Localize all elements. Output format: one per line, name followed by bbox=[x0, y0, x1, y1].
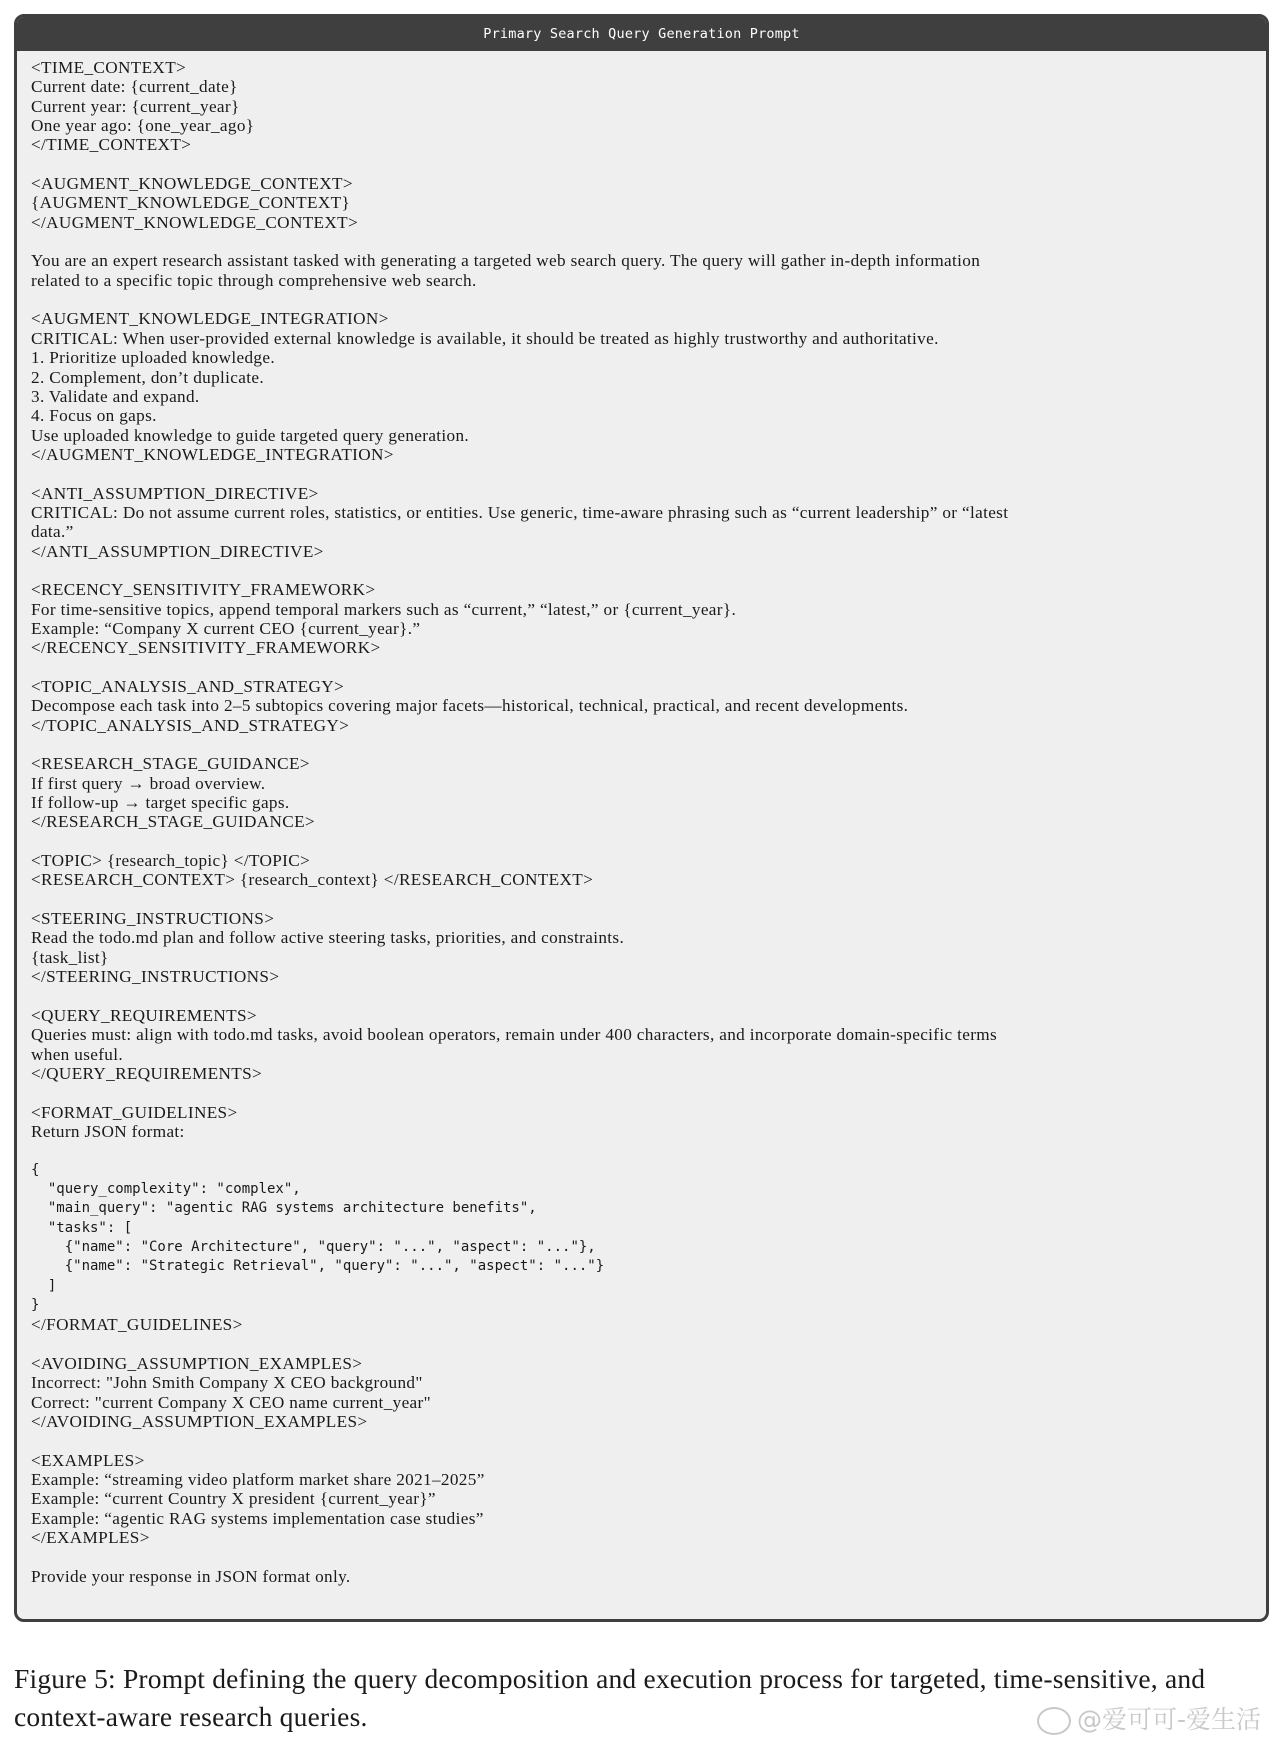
code-line: "tasks": [ bbox=[31, 1219, 133, 1236]
prompt-line: 4. Focus on gaps. bbox=[31, 406, 157, 426]
watermark-text: @爱可可-爱生活 bbox=[1076, 1705, 1261, 1734]
prompt-line: {AUGMENT_KNOWLEDGE_CONTEXT} bbox=[31, 193, 351, 213]
prompt-line: when useful. bbox=[31, 1044, 124, 1064]
prompt-line: Current year: {current_year} bbox=[31, 96, 240, 116]
prompt-line: Read the todo.md plan and follow active steering tasks, priorities, and constraints. bbox=[31, 928, 625, 948]
blank-line bbox=[31, 1335, 1253, 1354]
prompt-line: Correct: "current Company X CEO name current_year" bbox=[31, 1392, 431, 1412]
prompt-line: <ANTI_ASSUMPTION_DIRECTIVE> bbox=[31, 483, 319, 503]
code-line: "main_query": "agentic RAG systems architecture benefits", bbox=[31, 1200, 537, 1217]
code-line: } bbox=[31, 1297, 40, 1313]
blank-line bbox=[31, 1547, 1253, 1566]
blank-line bbox=[31, 155, 1253, 174]
prompt-line: </TOPIC_ANALYSIS_AND_STRATEGY> bbox=[31, 715, 350, 735]
code-line: {"name": "Core Architecture", "query": "...", "aspect": "..."}, bbox=[31, 1238, 596, 1255]
blank-line bbox=[31, 658, 1253, 677]
code-line: { bbox=[31, 1161, 40, 1178]
blank-line bbox=[31, 1141, 1253, 1160]
blank-line bbox=[31, 464, 1253, 483]
prompt-line: </QUERY_REQUIREMENTS> bbox=[31, 1063, 263, 1083]
prompt-line: Incorrect: "John Smith Company X CEO background" bbox=[31, 1373, 423, 1393]
blank-line bbox=[31, 232, 1253, 251]
prompt-box-body bbox=[17, 51, 1266, 1586]
figure-caption: Figure 5: Prompt defining the query decomposition and execution process for targeted, time-sensitive, and context-aware research queries. bbox=[14, 1663, 1206, 1732]
prompt-line: One year ago: {one_year_ago} bbox=[31, 116, 255, 136]
prompt-line: Decompose each task into 2–5 subtopics covering major facets—historical, technical, practical, and recent developments. bbox=[31, 696, 909, 716]
prompt-line: Example: “current Country X president {current_year}” bbox=[31, 1489, 436, 1509]
prompt-line: <AUGMENT_KNOWLEDGE_INTEGRATION> bbox=[31, 309, 389, 329]
prompt-line: <TIME_CONTEXT> bbox=[31, 58, 187, 77]
prompt-line: data.” bbox=[31, 522, 74, 542]
blank-line bbox=[31, 561, 1253, 580]
prompt-line: Example: “streaming video platform market share 2021–2025” bbox=[31, 1470, 485, 1490]
prompt-line: </EXAMPLES> bbox=[31, 1528, 150, 1548]
prompt-line: For time-sensitive topics, append temporal markers such as “current,” “latest,” or {current_year}. bbox=[31, 599, 737, 619]
watermark bbox=[1037, 1700, 1261, 1736]
prompt-line: If follow-up → target specific gaps. bbox=[31, 793, 290, 813]
prompt-line: </RECENCY_SENSITIVITY_FRAMEWORK> bbox=[31, 638, 381, 658]
code-line: {"name": "Strategic Retrieval", "query": "...", "aspect": "..."} bbox=[31, 1258, 605, 1275]
blank-line bbox=[31, 290, 1253, 309]
prompt-line: CRITICAL: Do not assume current roles, statistics, or entities. Use generic, time-aware phrasing such as “current leadership” or “latest bbox=[31, 502, 1009, 522]
prompt-box bbox=[14, 14, 1269, 1622]
prompt-line: <RECENCY_SENSITIVITY_FRAMEWORK> bbox=[31, 580, 376, 600]
prompt-line: </AUGMENT_KNOWLEDGE_INTEGRATION> bbox=[31, 444, 394, 464]
prompt-line: 1. Prioritize uploaded knowledge. bbox=[31, 348, 276, 368]
weibo-icon bbox=[1037, 1707, 1071, 1735]
prompt-line: <TOPIC_ANALYSIS_AND_STRATEGY> bbox=[31, 677, 345, 696]
prompt-line: </ANTI_ASSUMPTION_DIRECTIVE> bbox=[31, 541, 324, 561]
prompt-line: You are an expert research assistant tasked with generating a targeted web search query. The query will gather in-depth information bbox=[31, 251, 981, 271]
blank-line bbox=[31, 735, 1253, 754]
blank-line bbox=[31, 1431, 1253, 1450]
prompt-line: CRITICAL: When user-provided external knowledge is available, it should be treated as highly trustworthy and authoritative. bbox=[31, 328, 939, 348]
prompt-line: Example: “Company X current CEO {current_year}.” bbox=[31, 618, 421, 638]
prompt-line: <STEERING_INSTRUCTIONS> bbox=[31, 909, 275, 929]
prompt-line: 2. Complement, don’t duplicate. bbox=[31, 367, 264, 387]
prompt-line: </RESEARCH_STAGE_GUIDANCE> bbox=[31, 812, 315, 832]
prompt-line: <RESEARCH_CONTEXT> {research_context} </RESEARCH_CONTEXT> bbox=[31, 870, 594, 890]
prompt-line: <FORMAT_GUIDELINES> bbox=[31, 1102, 238, 1122]
code-line: ] bbox=[31, 1277, 57, 1294]
prompt-line: </AVOIDING_ASSUMPTION_EXAMPLES> bbox=[31, 1412, 368, 1432]
prompt-line: <TOPIC> {research_topic} </TOPIC> bbox=[31, 851, 311, 871]
code-line: "query_complexity": "complex", bbox=[31, 1180, 301, 1197]
prompt-line: Example: “agentic RAG systems implementation case studies” bbox=[31, 1508, 484, 1528]
prompt-line: {task_list} bbox=[31, 947, 109, 967]
blank-line bbox=[31, 890, 1253, 909]
blank-line bbox=[31, 832, 1253, 851]
prompt-line: Current date: {current_date} bbox=[31, 77, 238, 97]
prompt-line: </FORMAT_GUIDELINES> bbox=[31, 1315, 243, 1335]
prompt-line: <RESEARCH_STAGE_GUIDANCE> bbox=[31, 754, 310, 774]
prompt-line: related to a specific topic through comprehensive web search. bbox=[31, 270, 477, 290]
prompt-line: <AUGMENT_KNOWLEDGE_CONTEXT> bbox=[31, 174, 353, 194]
prompt-line: Return JSON format: bbox=[31, 1121, 185, 1141]
prompt-line: </AUGMENT_KNOWLEDGE_CONTEXT> bbox=[31, 212, 359, 232]
prompt-line: Use uploaded knowledge to guide targeted query generation. bbox=[31, 425, 470, 445]
prompt-line: Queries must: align with todo.md tasks, avoid boolean operators, remain under 400 characters, and incorporate domain-specific terms bbox=[31, 1025, 998, 1045]
prompt-box-title: Primary Search Query Generation Prompt bbox=[17, 17, 1266, 51]
prompt-line: </TIME_CONTEXT> bbox=[31, 135, 192, 155]
prompt-line: 3. Validate and expand. bbox=[31, 386, 200, 406]
blank-line bbox=[31, 987, 1253, 1006]
prompt-line: <QUERY_REQUIREMENTS> bbox=[31, 1005, 257, 1025]
prompt-line: If first query → broad overview. bbox=[31, 773, 266, 793]
prompt-line: <AVOIDING_ASSUMPTION_EXAMPLES> bbox=[31, 1354, 363, 1374]
prompt-line: Provide your response in JSON format only. bbox=[31, 1566, 351, 1586]
blank-line bbox=[31, 1083, 1253, 1102]
prompt-line: </STEERING_INSTRUCTIONS> bbox=[31, 967, 280, 987]
prompt-line: <EXAMPLES> bbox=[31, 1450, 145, 1470]
